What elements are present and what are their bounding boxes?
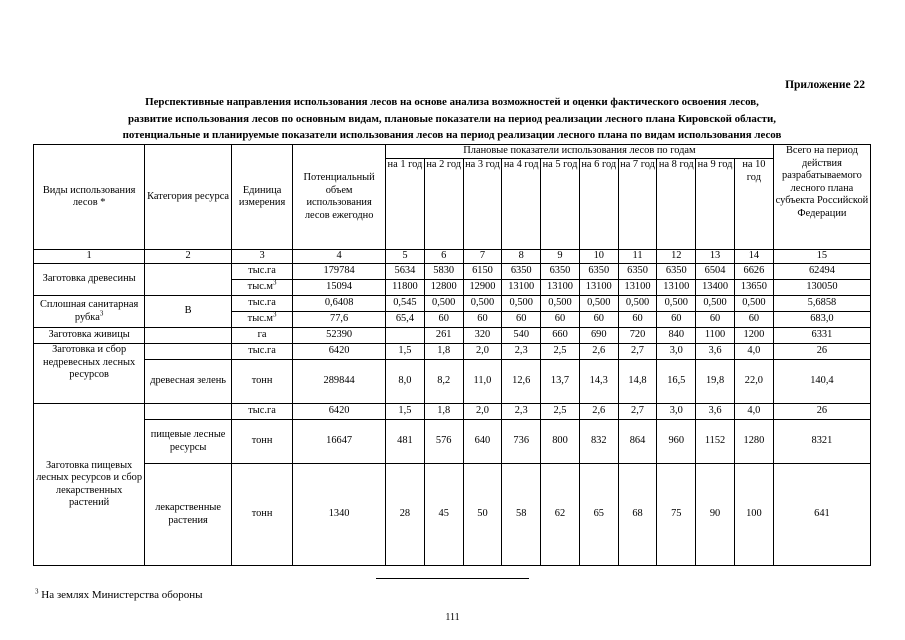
potential-cell: 289844 xyxy=(293,360,386,404)
year-cell: 65 xyxy=(579,464,618,566)
header-year: на 3 год xyxy=(463,159,502,250)
year-cell: 13,7 xyxy=(541,360,580,404)
year-cell: 6150 xyxy=(463,264,502,280)
year-cell: 0,500 xyxy=(734,296,773,312)
column-number: 5 xyxy=(386,250,425,264)
potential-cell: 15094 xyxy=(293,280,386,296)
year-cell: 28 xyxy=(386,464,425,566)
header-year: на 1 год xyxy=(386,159,425,250)
year-cell: 1,8 xyxy=(424,344,463,360)
year-cell: 800 xyxy=(541,420,580,464)
year-cell: 832 xyxy=(579,420,618,464)
year-cell: 45 xyxy=(424,464,463,566)
header-category: Категория ресурса xyxy=(145,145,232,250)
year-cell: 75 xyxy=(657,464,696,566)
footnote-separator xyxy=(376,578,529,579)
table-row xyxy=(34,360,871,404)
year-cell: 60 xyxy=(463,312,502,328)
category-cell: лекарственные растения xyxy=(145,464,232,566)
year-cell: 0,500 xyxy=(502,296,541,312)
header-year: на 10 год xyxy=(734,159,773,250)
potential-cell: 6420 xyxy=(293,344,386,360)
year-cell: 3,0 xyxy=(657,404,696,420)
year-cell: 5830 xyxy=(424,264,463,280)
year-cell: 1152 xyxy=(696,420,735,464)
year-cell: 13100 xyxy=(541,280,580,296)
forest-use-table xyxy=(33,144,871,566)
year-cell: 65,4 xyxy=(386,312,425,328)
year-cell: 60 xyxy=(424,312,463,328)
year-cell: 16,5 xyxy=(657,360,696,404)
column-number: 12 xyxy=(657,250,696,264)
year-cell: 0,500 xyxy=(424,296,463,312)
year-cell: 3,6 xyxy=(696,344,735,360)
year-cell: 13100 xyxy=(618,280,657,296)
year-cell: 62 xyxy=(541,464,580,566)
year-cell: 12,6 xyxy=(502,360,541,404)
title-line: развитие использования лесов по основным видам, плановые показатели на период реализации лесного плана Кировской области, xyxy=(127,112,777,125)
total-cell: 5,6858 xyxy=(773,296,870,312)
year-cell: 100 xyxy=(734,464,773,566)
table-row xyxy=(34,264,871,280)
potential-cell: 52390 xyxy=(293,328,386,344)
category-cell xyxy=(145,344,232,360)
year-cell: 60 xyxy=(502,312,541,328)
header-year: на 5 год xyxy=(541,159,580,250)
column-number-row xyxy=(34,250,871,264)
year-cell: 1100 xyxy=(696,328,735,344)
column-number: 15 xyxy=(773,250,870,264)
unit-cell: тонн xyxy=(231,360,292,404)
year-cell: 2,7 xyxy=(618,344,657,360)
year-cell: 8,0 xyxy=(386,360,425,404)
year-cell: 481 xyxy=(386,420,425,464)
unit-cell: га xyxy=(231,328,292,344)
year-cell xyxy=(386,328,425,344)
year-cell: 12800 xyxy=(424,280,463,296)
total-cell: 641 xyxy=(773,464,870,566)
unit-cell: тыс.га xyxy=(231,404,292,420)
footnote-text: На землях Министерства обороны xyxy=(41,589,203,601)
year-cell: 13400 xyxy=(696,280,735,296)
header-row xyxy=(34,145,871,159)
year-cell: 8,2 xyxy=(424,360,463,404)
year-cell: 1,5 xyxy=(386,344,425,360)
table-row xyxy=(34,420,871,464)
column-number: 8 xyxy=(502,250,541,264)
year-cell: 14,3 xyxy=(579,360,618,404)
year-cell: 11800 xyxy=(386,280,425,296)
year-cell: 261 xyxy=(424,328,463,344)
year-cell: 320 xyxy=(463,328,502,344)
column-number: 3 xyxy=(231,250,292,264)
header-year: на 2 год xyxy=(424,159,463,250)
potential-cell: 179784 xyxy=(293,264,386,280)
unit-cell: тыс.га xyxy=(231,264,292,280)
year-cell: 50 xyxy=(463,464,502,566)
unit-cell: $тыс.м^3$ xyxy=(231,312,292,328)
table-row xyxy=(34,328,871,344)
category-cell xyxy=(145,264,232,296)
category-cell: пищевые лесные ресурсы xyxy=(145,420,232,464)
column-number: 4 xyxy=(293,250,386,264)
year-cell: 4,0 xyxy=(734,404,773,420)
year-cell: 1,8 xyxy=(424,404,463,420)
year-cell: 0,545 xyxy=(386,296,425,312)
year-cell: 2,5 xyxy=(541,344,580,360)
potential-cell: 6420 xyxy=(293,404,386,420)
column-number: 6 xyxy=(424,250,463,264)
year-cell: 2,3 xyxy=(502,404,541,420)
year-cell: 660 xyxy=(541,328,580,344)
category-cell: В xyxy=(145,296,232,328)
year-cell: 2,0 xyxy=(463,344,502,360)
year-cell: 5634 xyxy=(386,264,425,280)
title-line: Перспективные направления использования лесов на основе анализа возможностей и оценки фактического освоения лесов, xyxy=(145,96,759,108)
header-total: Всего на период действия разрабатываемого лесного плана субъекта Российской Федерации xyxy=(773,145,870,250)
header-year: на 9 год xyxy=(696,159,735,250)
year-cell: 736 xyxy=(502,420,541,464)
column-number: 1 xyxy=(34,250,145,264)
year-cell: 0,500 xyxy=(579,296,618,312)
year-cell: 60 xyxy=(657,312,696,328)
year-cell: 0,500 xyxy=(618,296,657,312)
table-row xyxy=(34,464,871,566)
total-cell: 140,4 xyxy=(773,360,870,404)
year-cell: 90 xyxy=(696,464,735,566)
year-cell: 60 xyxy=(696,312,735,328)
total-cell: 26 xyxy=(773,404,870,420)
unit-cell: тыс.га xyxy=(231,344,292,360)
potential-cell: 77,6 xyxy=(293,312,386,328)
year-cell: 720 xyxy=(618,328,657,344)
row-label: Заготовка и сбор недревесных лесных ресурсов xyxy=(34,344,145,404)
year-cell: 58 xyxy=(502,464,541,566)
year-cell: 6350 xyxy=(541,264,580,280)
year-cell: 1280 xyxy=(734,420,773,464)
year-cell: 576 xyxy=(424,420,463,464)
total-cell: 62494 xyxy=(773,264,870,280)
year-cell: 6504 xyxy=(696,264,735,280)
year-cell: 13100 xyxy=(657,280,696,296)
row-label: Сплошная санитарная рубка$^3$ xyxy=(34,296,145,328)
category-cell xyxy=(145,404,232,420)
year-cell: 22,0 xyxy=(734,360,773,404)
column-number: 9 xyxy=(541,250,580,264)
year-cell: 6350 xyxy=(579,264,618,280)
year-cell: 60 xyxy=(541,312,580,328)
year-cell: 14,8 xyxy=(618,360,657,404)
row-label: Заготовка пищевых лесных ресурсов и сбор лекарственных растений xyxy=(34,404,145,566)
category-cell xyxy=(145,328,232,344)
year-cell: 0,500 xyxy=(541,296,580,312)
column-number: 13 xyxy=(696,250,735,264)
year-cell: 12900 xyxy=(463,280,502,296)
table-row xyxy=(34,296,871,312)
column-number: 14 xyxy=(734,250,773,264)
footnote xyxy=(35,589,203,601)
potential-cell: 0,6408 xyxy=(293,296,386,312)
column-number: 2 xyxy=(145,250,232,264)
column-number: 7 xyxy=(463,250,502,264)
year-cell: 2,6 xyxy=(579,404,618,420)
year-cell: 2,3 xyxy=(502,344,541,360)
unit-cell: тонн xyxy=(231,464,292,566)
header-plan: Плановые показатели использования лесов по годам xyxy=(386,145,774,159)
year-cell: 1200 xyxy=(734,328,773,344)
year-cell: 68 xyxy=(618,464,657,566)
header-year: на 8 год xyxy=(657,159,696,250)
potential-cell: 1340 xyxy=(293,464,386,566)
year-cell: 840 xyxy=(657,328,696,344)
header-year: на 6 год xyxy=(579,159,618,250)
total-cell: 8321 xyxy=(773,420,870,464)
year-cell: 4,0 xyxy=(734,344,773,360)
title-line: потенциальные и планируемые показатели использования лесов на период реализации лесного плана по видам использования лесов xyxy=(122,129,782,141)
year-cell: 0,500 xyxy=(657,296,696,312)
year-cell: 6350 xyxy=(502,264,541,280)
year-cell: 540 xyxy=(502,328,541,344)
unit-cell: $тыс.м^3$ xyxy=(231,280,292,296)
row-label: Заготовка древесины xyxy=(34,264,145,296)
year-cell: 2,5 xyxy=(541,404,580,420)
year-cell: 11,0 xyxy=(463,360,502,404)
year-cell: 3,6 xyxy=(696,404,735,420)
year-cell: 13100 xyxy=(502,280,541,296)
header-vid: Виды использования лесов * xyxy=(34,145,145,250)
year-cell: 864 xyxy=(618,420,657,464)
year-cell: 60 xyxy=(618,312,657,328)
category-cell: древесная зелень xyxy=(145,360,232,404)
year-cell: 1,5 xyxy=(386,404,425,420)
year-cell: 640 xyxy=(463,420,502,464)
year-cell: 19,8 xyxy=(696,360,735,404)
table-row xyxy=(34,344,871,360)
year-cell: 13650 xyxy=(734,280,773,296)
year-cell: 2,6 xyxy=(579,344,618,360)
year-cell: 6350 xyxy=(657,264,696,280)
row-label: Заготовка живицы xyxy=(34,328,145,344)
year-cell: 690 xyxy=(579,328,618,344)
year-cell: 960 xyxy=(657,420,696,464)
header-potential: Потенциальный объем использования лесов ежегодно xyxy=(293,145,386,250)
table-row xyxy=(34,404,871,420)
year-cell: 6626 xyxy=(734,264,773,280)
total-cell: 683,0 xyxy=(773,312,870,328)
unit-cell: тонн xyxy=(231,420,292,464)
header-unit: Единица измерения xyxy=(231,145,292,250)
column-number: 11 xyxy=(618,250,657,264)
footnote-mark: 3 xyxy=(35,587,39,596)
year-cell: 2,0 xyxy=(463,404,502,420)
year-cell: 3,0 xyxy=(657,344,696,360)
appendix-label: Приложение 22 xyxy=(785,79,865,91)
unit-cell: тыс.га xyxy=(231,296,292,312)
header-year: на 4 год xyxy=(502,159,541,250)
total-cell: 130050 xyxy=(773,280,870,296)
year-cell: 0,500 xyxy=(696,296,735,312)
year-cell: 0,500 xyxy=(463,296,502,312)
year-cell: 2,7 xyxy=(618,404,657,420)
year-cell: 60 xyxy=(734,312,773,328)
page-number: 111 xyxy=(445,612,460,623)
document-title xyxy=(33,94,871,144)
potential-cell: 16647 xyxy=(293,420,386,464)
total-cell: 6331 xyxy=(773,328,870,344)
total-cell: 26 xyxy=(773,344,870,360)
year-cell: 60 xyxy=(579,312,618,328)
column-number: 10 xyxy=(579,250,618,264)
year-cell: 13100 xyxy=(579,280,618,296)
header-year: на 7 год xyxy=(618,159,657,250)
year-cell: 6350 xyxy=(618,264,657,280)
